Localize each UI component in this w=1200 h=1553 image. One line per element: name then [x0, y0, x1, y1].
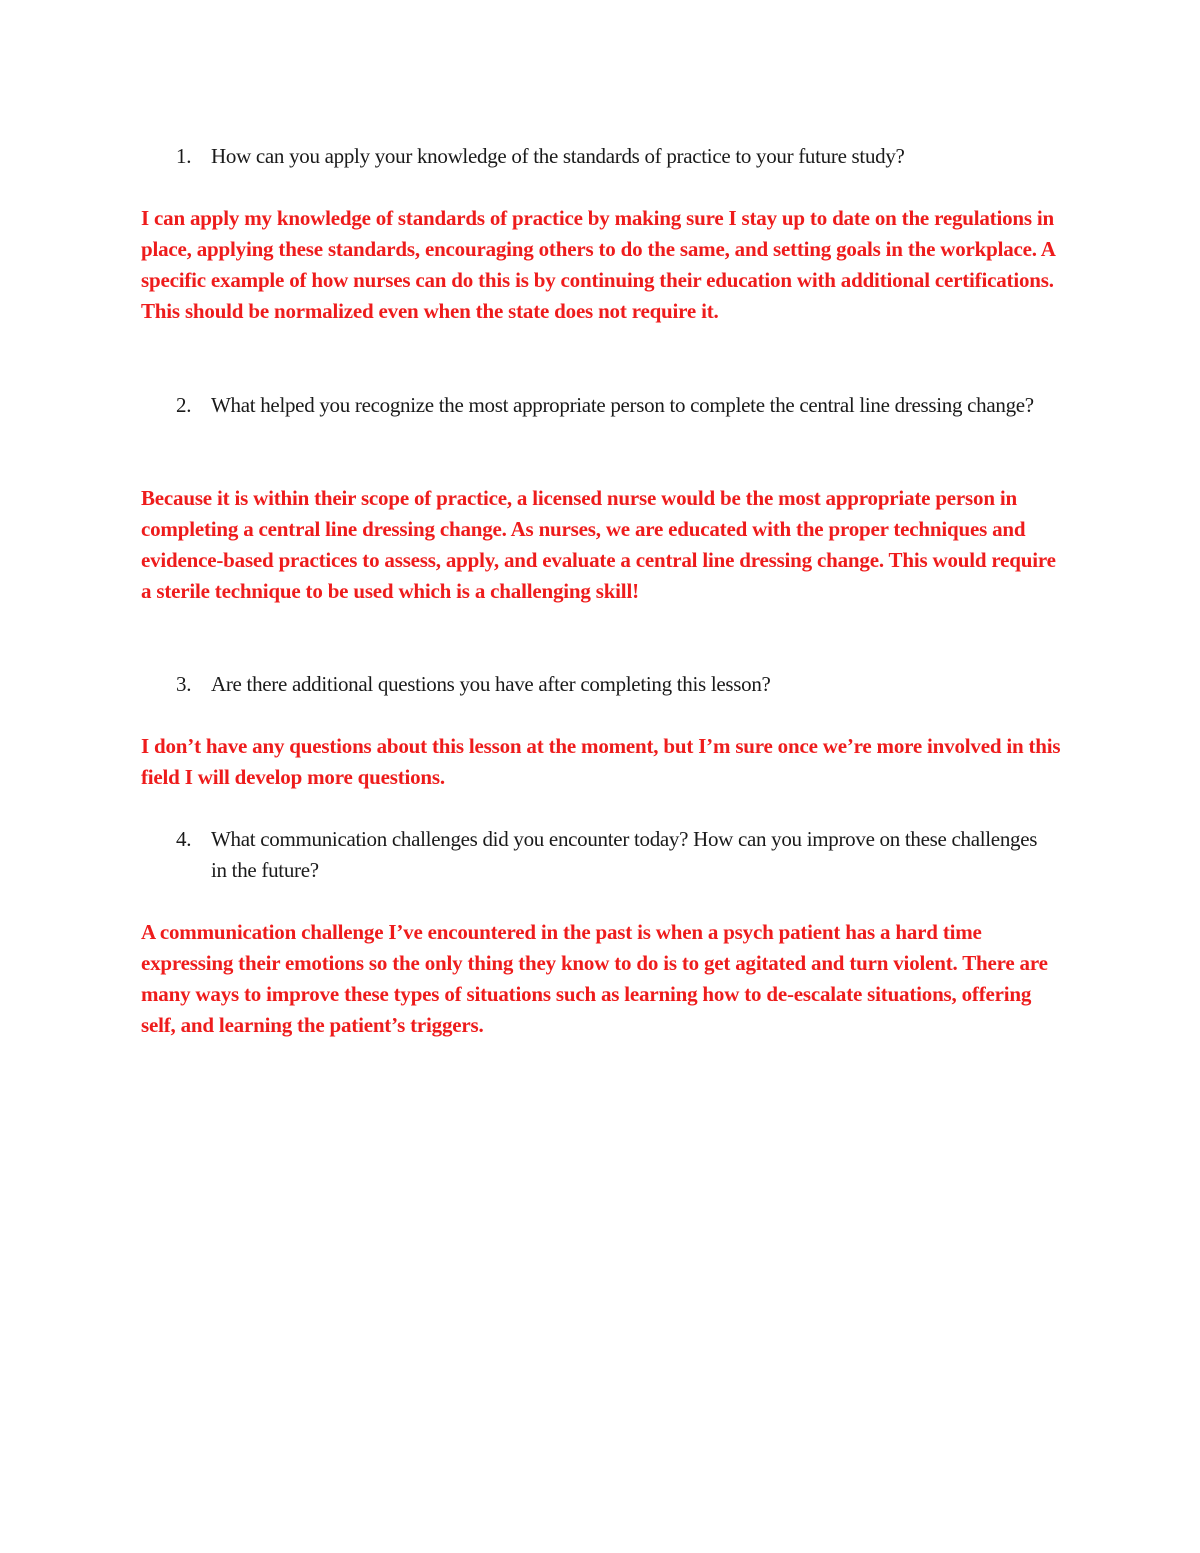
answer-3: I don’t have any questions about this lesson at the moment, but I’m sure once we’re more involved in this field I will develop more questions.: [141, 734, 1061, 789]
answer-2: Because it is within their scope of practice, a licensed nurse would be the most appropriate person in completing a central line dressing change. As nurses, we are educated with the proper techniques and evidence-based practices to assess, apply, and evaluate a central line dressing change. This would require a sterile technique to be used which is a challenging skill!: [141, 486, 1056, 603]
question-3: [176, 669, 1056, 700]
question-text: What helped you recognize the most appropriate person to complete the central line dressing change?: [211, 393, 1034, 417]
question-number: 1.: [176, 144, 192, 168]
answer-1: I can apply my knowledge of standards of practice by making sure I stay up to date on the regulations in place, applying these standards, encouraging others to do the same, and setting goals in the workplace. A specific example of how nurses can do this is by continuing their education with additional certifications. This should be normalized even when the state does not require it.: [141, 206, 1055, 323]
question-2: [176, 390, 1056, 421]
question-text: Are there additional questions you have after completing this lesson?: [211, 672, 771, 696]
question-number: 2.: [176, 393, 192, 417]
question-1: [176, 141, 1056, 172]
question-text: How can you apply your knowledge of the standards of practice to your future study?: [211, 144, 905, 168]
question-number: 3.: [176, 672, 192, 696]
question-number: 4.: [176, 827, 192, 851]
question-text: What communication challenges did you encounter today? How can you improve on these challenges in the future?: [211, 827, 1038, 882]
question-4: [176, 824, 1056, 886]
answer-4: A communication challenge I’ve encountered in the past is when a psych patient has a hard time expressing their emotions so the only thing they know to do is to get agitated and turn violent. There are many ways to improve these types of situations such as learning how to de-escalate situations, offering self, and learning the patient’s triggers.: [141, 920, 1048, 1037]
